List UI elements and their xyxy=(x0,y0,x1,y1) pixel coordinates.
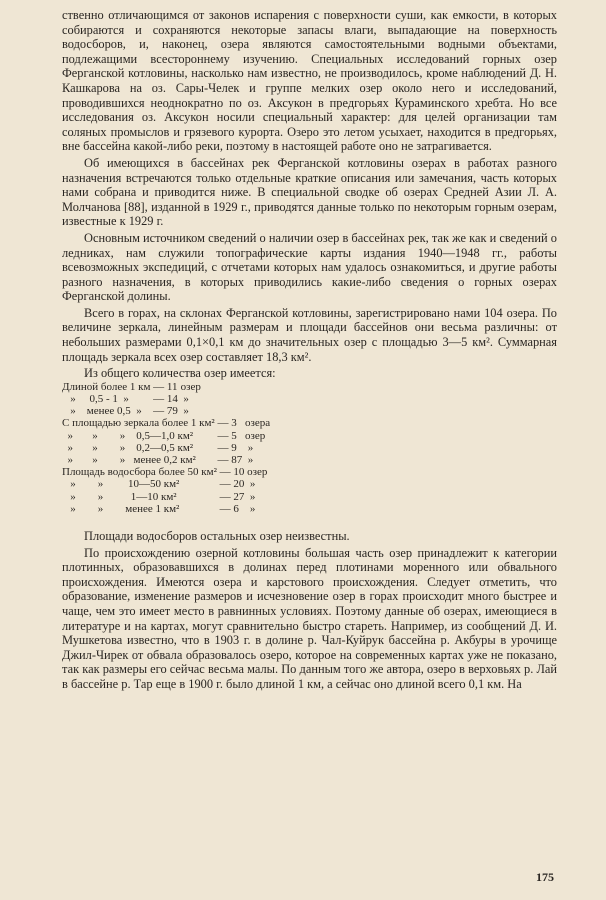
row-sep: — xyxy=(216,466,234,479)
row-count: 5 xyxy=(231,429,237,442)
table-row xyxy=(62,478,267,490)
paragraph-3: Основным источником сведений о наличии озер в бассейнах рек, так же как и сведений о ледниках, нам служили топографические карты издания 1940—1948 гг., работы всевозможных экспедиций, с отчетами которых нам удалось ознакомиться, и другие работы разного назначения, в которых приводились какие-либо сведения о горных озерах Ферганской долины. xyxy=(62,230,557,304)
table-row xyxy=(62,454,270,466)
row-count: 27 xyxy=(233,490,245,503)
row-label: » 0,5 - 1 » xyxy=(62,393,129,406)
table-row xyxy=(62,442,270,454)
lakes-by-area-table xyxy=(62,417,270,466)
row-unit: » xyxy=(244,478,256,491)
row-sep: — xyxy=(150,405,167,418)
row-unit: » xyxy=(242,454,254,467)
row-label: » » » 0,2—0,5 км² xyxy=(62,441,194,454)
row-unit: озер xyxy=(177,380,201,393)
table-row xyxy=(62,417,270,429)
row-label: Площадь водосбора более 50 км² xyxy=(62,466,217,479)
row-sep: — xyxy=(216,490,234,503)
table-row xyxy=(62,503,267,515)
paragraph-6: Площади водосборов остальных озер неизвестны. xyxy=(84,529,350,544)
table-row xyxy=(62,405,201,417)
row-count: 14 xyxy=(166,393,178,406)
row-label: С площадью зеркала более 1 км² xyxy=(62,417,215,430)
row-label: » » » 0,5—1,0 км² xyxy=(62,429,194,442)
row-count: 79 xyxy=(166,405,178,418)
paragraph-4: Всего в горах, на склонах Ферганской котловины, зарегистрировано нами 104 озера. По величине зеркала, линейным размерам и площади бассейнов они весьма различны: от небольших размерами 0,1×0,1 км до значительных озер с площадью 3—5 км². Суммарная площадь зеркала всех озер составляет 18,3 км². xyxy=(62,305,557,364)
row-sep: — xyxy=(216,478,234,491)
row-unit: » xyxy=(244,490,256,503)
row-count: 20 xyxy=(233,478,245,491)
table-row xyxy=(62,393,201,405)
row-sep: — xyxy=(214,429,232,442)
row-count: 3 xyxy=(231,417,237,430)
paragraph-7: По происхождению озерной котловины большая часть озер принадлежит к категории плотинных, образовавшихся в долинах перед плотинами моренного или обвального происхождения. Имеются озера и карстового происхождения. Следует отметить, что образование, изменение размеров и исчезновение озер в горах происходит много быстрее и чаще, чем это имеет место в равнинных условиях. Поэтому данные об озерах, имеющиеся в литературе и на картах, могут сравнительно быстро стареть. Например, из сообщений Д. И. Мушкетова известно, что в 1903 г. в долине р. Чал-Куйрук бассейна р. Акбуры в урочище Джил-Чирек от обвала образовалось озеро, которое на современных картах уже не показано, так как размеры его сейчас весьма малы. По данным того же автора, озеро в верховьях р. Лай в бассейне р. Тар еще в 1900 г. было длиной 1 км, а сейчас оно длиной всего 0,1 км. На xyxy=(62,545,557,692)
row-unit: » xyxy=(177,393,189,406)
row-unit: » xyxy=(244,502,256,515)
row-sep: — xyxy=(214,441,232,454)
paragraph-5: Из общего количества озер имеется: xyxy=(84,366,276,381)
paragraph-2: Об имеющихся в бассейнах рек Ферганской котловины озерах в работах разного назначения встречаются только отдельные краткие описания или замечания, часть которых нами собрана и приводится ниже. В специальной сводке об озерах Средней Азии Л. А. Молчанова [88], изданной в 1929 г., приводятся данные только по некоторым горным озерам, известные к 1929 г. xyxy=(62,155,557,229)
row-label: » » 1—10 км² xyxy=(62,490,177,503)
table-row xyxy=(62,466,267,478)
row-unit: » xyxy=(242,441,254,454)
row-sep: — xyxy=(216,502,234,515)
lakes-by-basin-table xyxy=(62,466,267,515)
row-sep: — xyxy=(150,393,167,406)
row-label: » » менее 1 км² xyxy=(62,502,180,515)
row-unit: озер xyxy=(242,429,266,442)
row-sep: — xyxy=(150,380,167,393)
row-unit: озера xyxy=(242,417,271,430)
row-label: Длиной более 1 км xyxy=(62,380,151,393)
body-text xyxy=(62,8,557,692)
paragraph-1: ственно отличающимся от законов испарения с поверхности суши, как емкости, в которых собираются и сохраняются некоторые запасы влаги, выпадающие на поверхность водосборов, и, наконец, озера являются самостоятельными водными объектами, подлежащими всестороннему изучению. Специальных исследований горных озер Ферганской котловины, насколько нам известно, не производилось, кроме наблюдений Д. Н. Кашкарова на оз. Сары-Челек и группе мелких озер около него и исследований, проводившихся неоднократно по оз. Аксукон в предгорьях Кураминского хребта. Но все исследования оз. Аксукон носили специальный характер: для целей организации там соляных промыслов и грязевого курорта. Озеро это летом усыхает, находится в предгорьях, вне бассейна какой-либо реки, поэтому в настоящей работе оно не затрагивается. xyxy=(62,8,557,154)
row-label: » » » менее 0,2 км² xyxy=(62,454,196,467)
row-label: » менее 0,5 » xyxy=(62,405,142,418)
row-unit: озер xyxy=(244,466,268,479)
row-label: » » 10—50 км² xyxy=(62,478,180,491)
page-number: 175 xyxy=(536,870,554,884)
row-count: 6 xyxy=(233,502,239,515)
row-sep: — xyxy=(214,417,232,430)
row-unit: » xyxy=(177,405,189,418)
table-row xyxy=(62,491,267,503)
table-row xyxy=(62,381,201,393)
row-sep: — xyxy=(214,454,232,467)
lakes-by-length-table xyxy=(62,381,201,418)
row-count: 11 xyxy=(166,380,178,393)
row-count: 10 xyxy=(233,466,245,479)
row-count: 9 xyxy=(231,441,237,454)
row-count: 87 xyxy=(231,454,243,467)
table-row xyxy=(62,430,270,442)
